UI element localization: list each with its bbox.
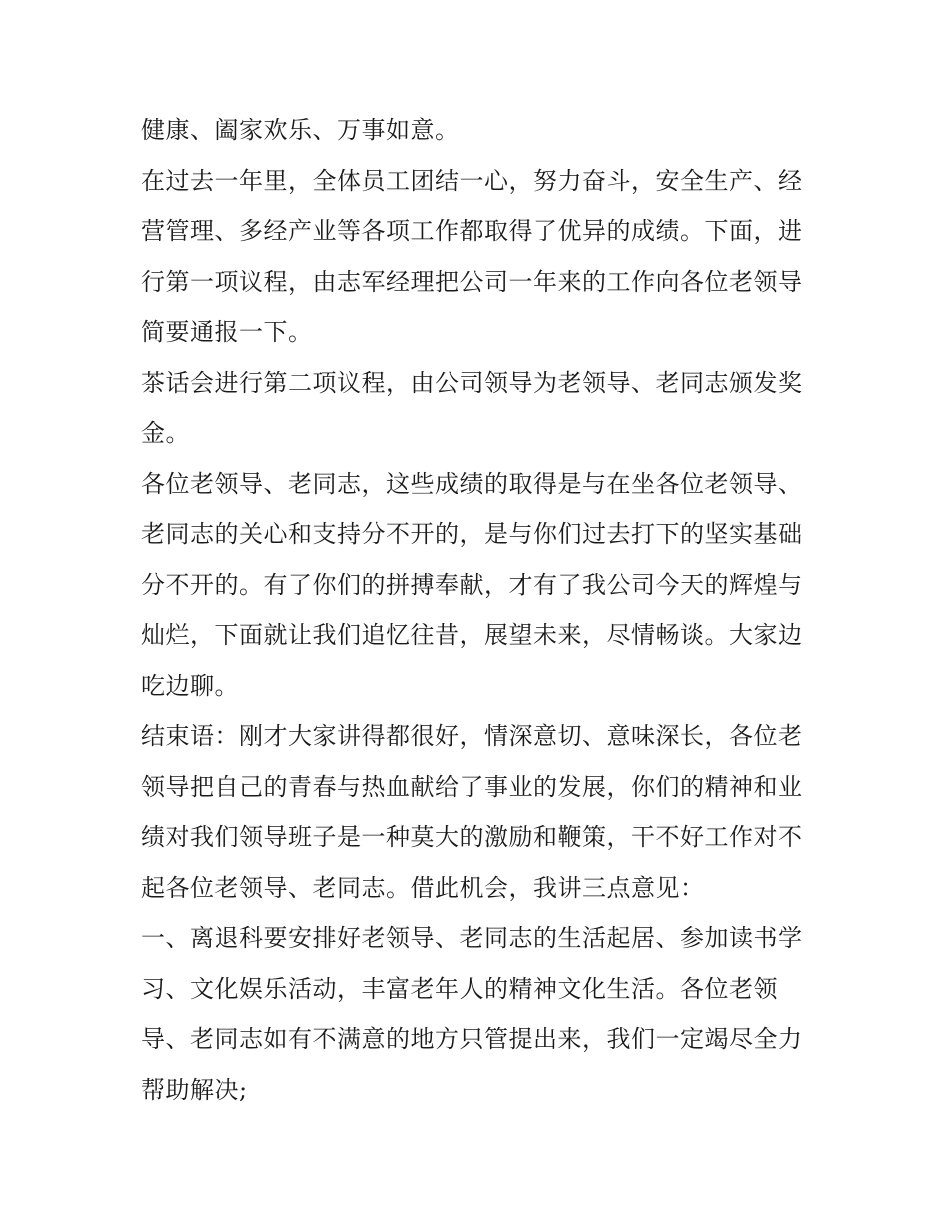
text-line: 健康、阖家欢乐、万事如意。 — [141, 116, 460, 144]
text-line: 营管理、多经产业等各项工作都取得了优异的成绩。下面，进 — [141, 217, 803, 245]
text-line: 领导把自己的青春与热血献给了事业的发展，你们的精神和业 — [141, 772, 803, 801]
text-line: 帮助解决; — [141, 1075, 248, 1104]
text-line: 分不开的。有了你们的拼搏奉献，才有了我公司今天的辉煌与 — [141, 570, 803, 599]
text-line: 灿烂，下面就让我们追忆往昔，展望未来，尽情畅谈。大家边 — [141, 621, 803, 649]
text-line: 导、老同志如有不满意的地方只管提出来，我们一定竭尽全力 — [141, 1025, 803, 1053]
text-line: 绩对我们领导班子是一种莫大的激励和鞭策，干不好工作对不 — [141, 823, 803, 851]
text-line: 吃边聊。 — [141, 671, 239, 700]
text-line: 结束语：刚才大家讲得都很好，情深意切、意味深长，各位老 — [141, 722, 803, 750]
text-line: 茶话会进行第二项议程，由公司领导为老领导、老同志颁发奖 — [141, 368, 803, 397]
text-line: 各位老领导、老同志，这些成绩的取得是与在坐各位老领导、 — [141, 469, 803, 498]
text-line: 起各位老领导、老同志。借此机会，我讲三点意见： — [141, 873, 705, 902]
document-body — [141, 105, 813, 1115]
text-line: 一、离退科要安排好老领导、老同志的生活起居、参加读书学 — [141, 924, 803, 952]
text-line: 在过去一年里，全体员工团结一心，努力奋斗，安全生产、经 — [141, 166, 803, 195]
text-line: 行第一项议程，由志军经理把公司一年来的工作向各位老领导 — [141, 267, 803, 296]
text-line: 金。 — [141, 419, 190, 447]
text-line: 老同志的关心和支持分不开的，是与你们过去打下的坚实基础 — [141, 520, 803, 548]
text-line: 习、文化娱乐活动，丰富老年人的精神文化生活。各位老领 — [141, 974, 778, 1003]
text-line: 简要通报一下。 — [141, 318, 313, 346]
